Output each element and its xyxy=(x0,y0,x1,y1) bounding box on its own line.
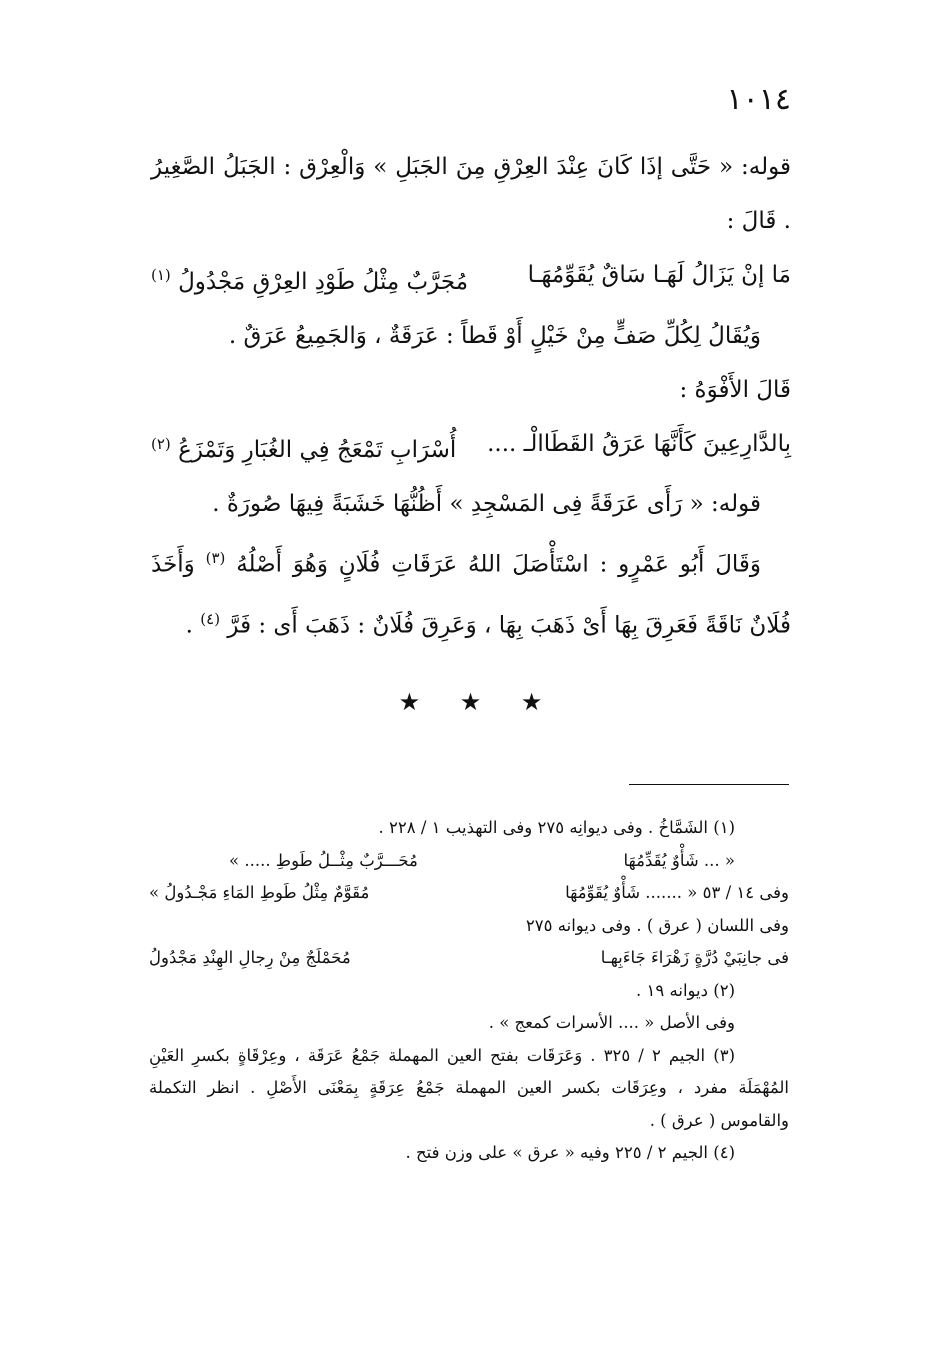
footnote-2-line-2: وفى الأصل « .... الأسرات كمعج » . xyxy=(488,1013,735,1032)
verse-2-second-hemistich-wrap xyxy=(151,417,456,478)
paragraph-5-part-a: وَقَالَ أَبُو عَمْرٍو : اسْتَأْصَلَ اللهُ عَرَقَاتِ فُلَانٍ وَهُوَ أَصْلُهُ xyxy=(236,551,762,578)
footnote-1-verse-1 xyxy=(229,845,789,878)
footnote-1-verse-3-first: فى جانِبَيْ دُرَّةٍ زَهْرَاءَ جَاءَبِهـا xyxy=(600,948,789,967)
footnotes xyxy=(149,812,789,1170)
paragraph-5-part-b: وَأَخَذَ فُلَانٌ نَاقَةً فَعَرِقَ بِهَا أَىْ ذَهَبَ بِهَا ، وَعَرِقَ فُلَانٌ : ذَهَبَ أَى : فَرَّ xyxy=(151,551,791,639)
footnote-1-verse-1-second: مُحَـــرَّبٌ مِثْــلُ طَوطِ ..... » xyxy=(229,850,418,870)
footnote-ref-1: (١) xyxy=(151,266,171,284)
footnote-2-line-1: (٢) ديوانه ١٩ . xyxy=(636,980,735,1000)
verse-2-first-hemistich: بِالدَّارِعِينَ كَأَنَّهَا عَرَقُ القَطَاالْـ .... xyxy=(487,430,791,457)
paragraph-3: قَالَ الأَفْوَهُ : xyxy=(679,376,791,403)
paragraph-2: وَيُقَالُ لِكُلِّ صَفٍّ مِنْ خَيْلٍ أَوْ قَطاً : عَرَقَةٌ ، وَالجَمِيعُ عَرَقٌ . xyxy=(228,322,761,349)
footnote-1-verse-2-first: وفى ١٤ / ٥٣ « ....... شَأْوٌ يُقَوِّمُهَا xyxy=(565,883,789,902)
footnote-1-line-4: وفى اللسان ( عرق ) . وفى ديوانه ٢٧٥ xyxy=(525,915,789,935)
footnote-4: (٤) الجيم ٢ / ٢٢٥ وفيه « عرق » على وزن فتح . xyxy=(405,1143,735,1162)
footnote-1-line-1: (١) الشَمَّاخُ . وفى ديوانِه ٢٧٥ وفى التهذيب ١ / ٢٢٨ . xyxy=(378,818,735,837)
footnote-1-verse-3 xyxy=(149,942,789,975)
footnote-1-verse-1-first: « ... شَأْوٌ يُقَدِّمُهَا xyxy=(623,850,735,870)
verse-2-second-hemistich: أُسْرَابِ تَمْعَجُ فِي الغُبَارِ وَتَمْزَعُ xyxy=(178,437,457,464)
footnote-1-verse-2 xyxy=(149,877,789,910)
paragraph-4: قوله: « رَأَى عَرَقَةً فِى المَسْجِدِ » أَظُنُّهَا خَشَبَةً فِيهَا صُورَةٌ . xyxy=(212,491,761,518)
footnote-1-verse-2-second: مُقَوَّمٌ مِثْلُ طَوطِ المَاءِ مَجْـدُولُ » xyxy=(149,883,370,902)
footnote-ref-4: (٤) xyxy=(200,609,221,628)
footnote-3: (٣) الجيم ٢ / ٣٢٥ . وَعَرَقَات بفتح العين المهملة جَمْعُ عَرَقَة ، وعِرْقَاةٍ بكسرِ العَيْنِ المُهْمَلَة مفرد ، وعِرَقَات بكسر العين المهملة جَمْعُ عِرَقَةٍ بِمَعْنَى الأَصْلِ . انظر التكملة والقاموس ( عرق ) . xyxy=(149,1045,789,1130)
verse-1-second-hemistich: مُجَرَّبٌ مِثْلُ طَوْدِ العِرْقِ مَجْدُولُ xyxy=(178,268,469,295)
paragraph-1: قوله: « حَتَّى إذَا كَانَ عِنْدَ العِرْقِ مِنَ الجَبَلِ » وَالْعِرْق : الجَبَلُ الصَّغِيرُ . قَالَ : xyxy=(151,154,791,234)
footnote-ref-2: (٢) xyxy=(151,434,171,453)
verse-1 xyxy=(151,248,791,309)
footnote-ref-3: (٣) xyxy=(205,549,226,568)
main-text xyxy=(151,140,791,653)
verse-1-first-hemistich: مَا إنْ يَزَالُ لَهَـا سَاقٌ يُقَوِّمُهَـا xyxy=(527,262,791,288)
verse-1-second-hemistich-wrap xyxy=(151,248,468,309)
footnote-rule xyxy=(629,784,789,785)
paragraph-5-end: . xyxy=(185,612,193,639)
footnote-1-verse-3-second: مُحَمْلَجٌ مِنْ رِجالِ الهِنْدِ مَجْدُولُ xyxy=(149,948,351,967)
paragraph-5 xyxy=(151,531,791,652)
page-number: ١٠١٤ xyxy=(726,82,791,117)
section-separator: ★ ★ ★ xyxy=(398,688,559,716)
verse-2 xyxy=(151,417,791,478)
